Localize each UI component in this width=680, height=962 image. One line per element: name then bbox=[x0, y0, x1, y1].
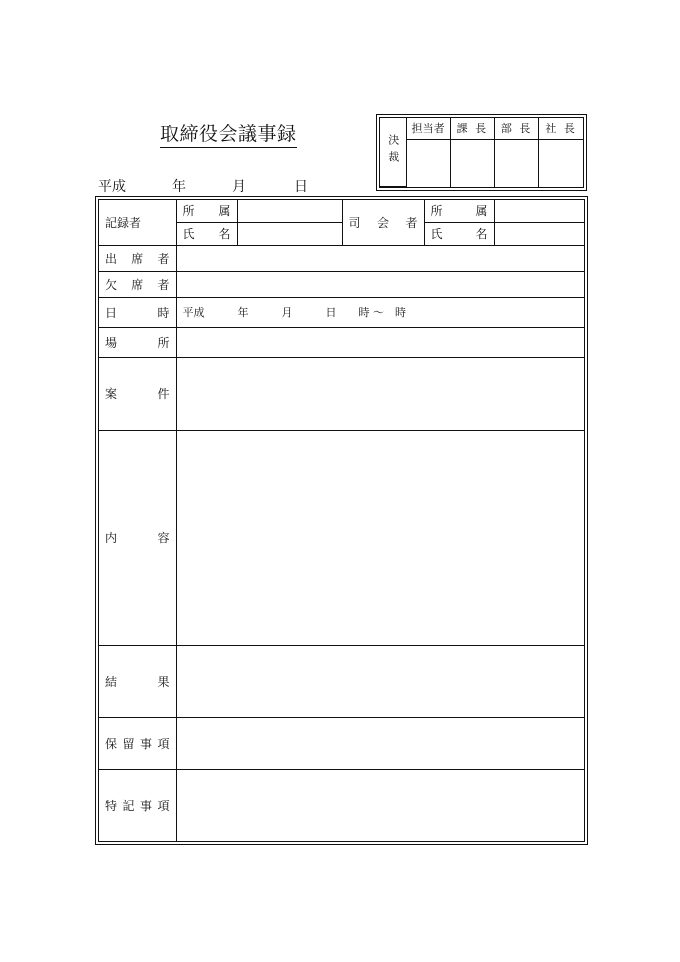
content-label: 内 容 bbox=[105, 531, 170, 545]
approval-stamp-section-chief[interactable] bbox=[450, 139, 494, 187]
pending-items-field[interactable] bbox=[176, 717, 584, 769]
recorder-name-field[interactable] bbox=[237, 222, 342, 245]
approval-role-department-head: 部 長 bbox=[495, 118, 539, 139]
datetime-field[interactable] bbox=[176, 297, 584, 327]
approval-stamp-staff[interactable] bbox=[406, 139, 450, 187]
result-label-cell bbox=[99, 645, 176, 717]
pending-items-label-cell bbox=[99, 717, 176, 769]
recorder-affiliation-label-cell bbox=[176, 200, 237, 222]
result-label: 結 果 bbox=[105, 674, 170, 689]
absentees-label: 欠 席 者 bbox=[105, 277, 170, 292]
agenda-label: 案 件 bbox=[105, 387, 170, 401]
recorder-affiliation-field[interactable] bbox=[237, 200, 342, 222]
place-field[interactable] bbox=[176, 327, 584, 357]
attendees-field[interactable] bbox=[176, 245, 584, 271]
date-era: 平成 bbox=[98, 179, 126, 195]
attendees-label: 出 席 者 bbox=[105, 251, 170, 266]
datetime-label: 日 時 bbox=[105, 305, 170, 320]
approval-box bbox=[376, 114, 587, 191]
chair-affiliation-field[interactable] bbox=[494, 200, 584, 222]
agenda-field[interactable] bbox=[176, 357, 584, 430]
approval-role-section-chief: 課 長 bbox=[450, 118, 494, 139]
approval-stamp-department-head[interactable] bbox=[495, 139, 539, 187]
content-label-cell bbox=[99, 430, 176, 645]
pending-items-label: 保 留 事 項 bbox=[105, 736, 170, 751]
place-label-cell bbox=[99, 327, 176, 357]
approval-label: 決裁 bbox=[386, 133, 400, 168]
attendees-label-cell bbox=[99, 245, 176, 271]
chair-name-label: 氏 名 bbox=[430, 227, 488, 241]
date-day-label: 日 bbox=[294, 179, 308, 195]
chair-affiliation-label: 所 属 bbox=[430, 204, 488, 219]
place-label: 場 所 bbox=[105, 335, 170, 350]
datetime-label-cell bbox=[99, 297, 176, 327]
content-field[interactable] bbox=[176, 430, 584, 645]
result-field[interactable] bbox=[176, 645, 584, 717]
approval-role-staff: 担当者 bbox=[406, 118, 450, 139]
recorder-name-label-cell bbox=[176, 222, 237, 245]
special-notes-label-cell bbox=[99, 769, 176, 841]
chair-label-cell bbox=[342, 200, 424, 245]
minutes-form bbox=[95, 196, 588, 845]
document-title: 取締役会議事録 bbox=[160, 122, 297, 148]
datetime-template-text: 平成 年 月 日 時 ～ 時 bbox=[182, 306, 406, 319]
date-month-label: 月 bbox=[232, 179, 246, 195]
recorder-label bbox=[105, 214, 170, 231]
chair-label: 司 会 者 bbox=[348, 215, 418, 230]
approval-role-president: 社 長 bbox=[539, 118, 583, 139]
agenda-label-cell bbox=[99, 357, 176, 430]
approval-label-cell bbox=[380, 118, 406, 187]
special-notes-label: 特 記 事 項 bbox=[105, 798, 170, 813]
recorder-label-cell bbox=[99, 200, 176, 245]
chair-name-field[interactable] bbox=[494, 222, 584, 245]
recorder-name-label: 氏 名 bbox=[182, 227, 231, 241]
approval-stamp-president[interactable] bbox=[539, 139, 583, 187]
date-year-label: 年 bbox=[172, 179, 186, 195]
special-notes-field[interactable] bbox=[176, 769, 584, 841]
recorder-affiliation-label: 所 属 bbox=[182, 204, 231, 219]
absentees-field[interactable] bbox=[176, 271, 584, 297]
recorder-label-text: 記 録 者 bbox=[105, 215, 142, 230]
chair-name-label-cell bbox=[424, 222, 494, 245]
chair-affiliation-label-cell bbox=[424, 200, 494, 222]
absentees-label-cell bbox=[99, 271, 176, 297]
